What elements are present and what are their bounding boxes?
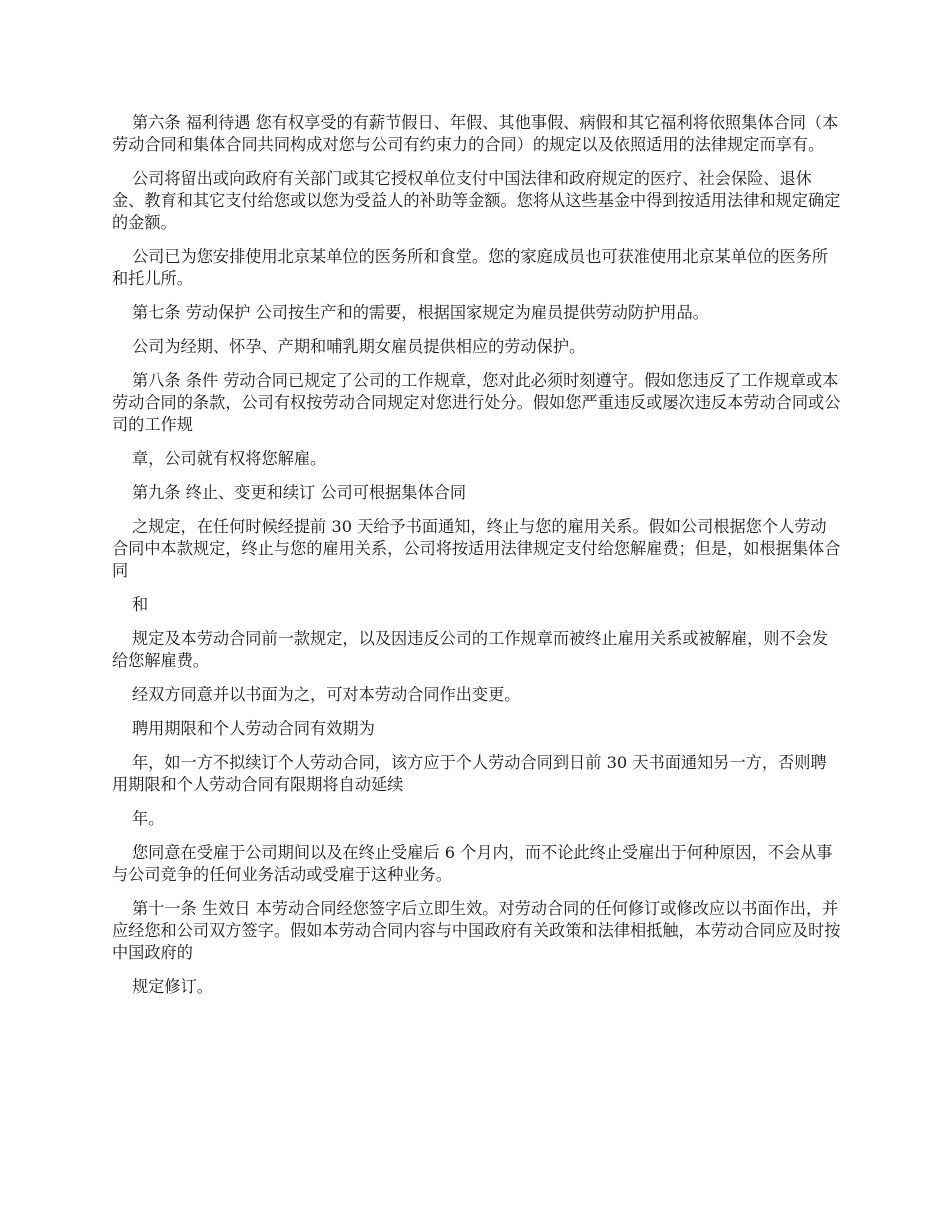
paragraph-term-of-employment: 聘用期限和个人劳动合同有效期为 <box>132 719 375 738</box>
paragraph-renewal: 年，如一方不拟续订个人劳动合同，该方应于个人劳动合同到日前 30 天书面通知另一方，否则聘用期限和个人劳动合同有限期将自动延续 <box>112 753 827 794</box>
paragraph-dismissal: 章，公司就有权将您解雇。 <box>132 449 327 468</box>
paragraph-and: 和 <box>132 595 149 614</box>
paragraph-clinic-canteen: 公司已为您安排使用北京某单位的医务所和食堂。您的家庭成员也可获准使用北京某单位的医务所和托儿所。 <box>112 247 829 288</box>
paragraph-article-8-conditions: 第八条 条件 劳动合同已规定了公司的工作规章，您对此必须时刻遵守。假如您违反了工作规章或本劳动合同的条款，公司有权按劳动合同规定对您进行处分。假如您严重违反或屡次违反本劳动合同或公司的工作规 <box>112 371 841 434</box>
paragraph-article-9-termination: 第九条 终止、变更和续订 公司可根据集体合同 <box>132 483 467 502</box>
paragraph-article-7-protection: 第七条 劳动保护 公司按生产和的需要，根据国家规定为雇员提供劳动防护用品。 <box>132 303 709 322</box>
paragraph-notice-period: 之规定，在任何时候经提前 30 天给予书面通知，终止与您的雇用关系。假如公司根据您个人劳动合同中本款规定，终止与您的雇用关系，公司将按适用法律规定支付给您解雇费；但是，如根据集体合同 <box>112 517 841 580</box>
paragraph-revision: 规定修订。 <box>132 977 213 996</box>
paragraph-year: 年。 <box>132 809 165 828</box>
paragraph-amendment: 经双方同意并以书面为之，可对本劳动合同作出变更。 <box>132 685 521 704</box>
paragraph-social-insurance: 公司将留出或向政府有关部门或其它授权单位支付中国法律和政府规定的医疗、社会保险、退休金、教育和其它支付给您或以您为受益人的补助等金额。您将从这些基金中得到按适用法律和规定确定的金额。 <box>112 169 841 232</box>
paragraph-non-compete: 您同意在受雇于公司期间以及在终止受雇后 6 个月内，而不论此终止受雇出于何种原因，不会从事与公司竞争的任何业务活动或受雇于这种业务。 <box>112 843 833 884</box>
paragraph-article-11-effective-date: 第十一条 生效日 本劳动合同经您签字后立即生效。对劳动合同的任何修订或修改应以书面作出，并应经您和公司双方签字。假如本劳动合同内容与中国政府有关政策和法律相抵触，本劳动合同应及时按中国政府的 <box>112 899 841 962</box>
document-page <box>112 112 842 1010</box>
paragraph-no-severance: 规定及本劳动合同前一款规定，以及因违反公司的工作规章而被终止雇用关系或被解雇，则不会发给您解雇费。 <box>112 629 829 670</box>
paragraph-female-protection: 公司为经期、怀孕、产期和哺乳期女雇员提供相应的劳动保护。 <box>132 337 586 356</box>
paragraph-article-6-benefits: 第六条 福利待遇 您有权享受的有薪节假日、年假、其他事假、病假和其它福利将依照集体合同（本劳动合同和集体合同共同构成对您与公司有约束力的合同）的规定以及依照适用的法律规定而享有。 <box>112 113 839 154</box>
